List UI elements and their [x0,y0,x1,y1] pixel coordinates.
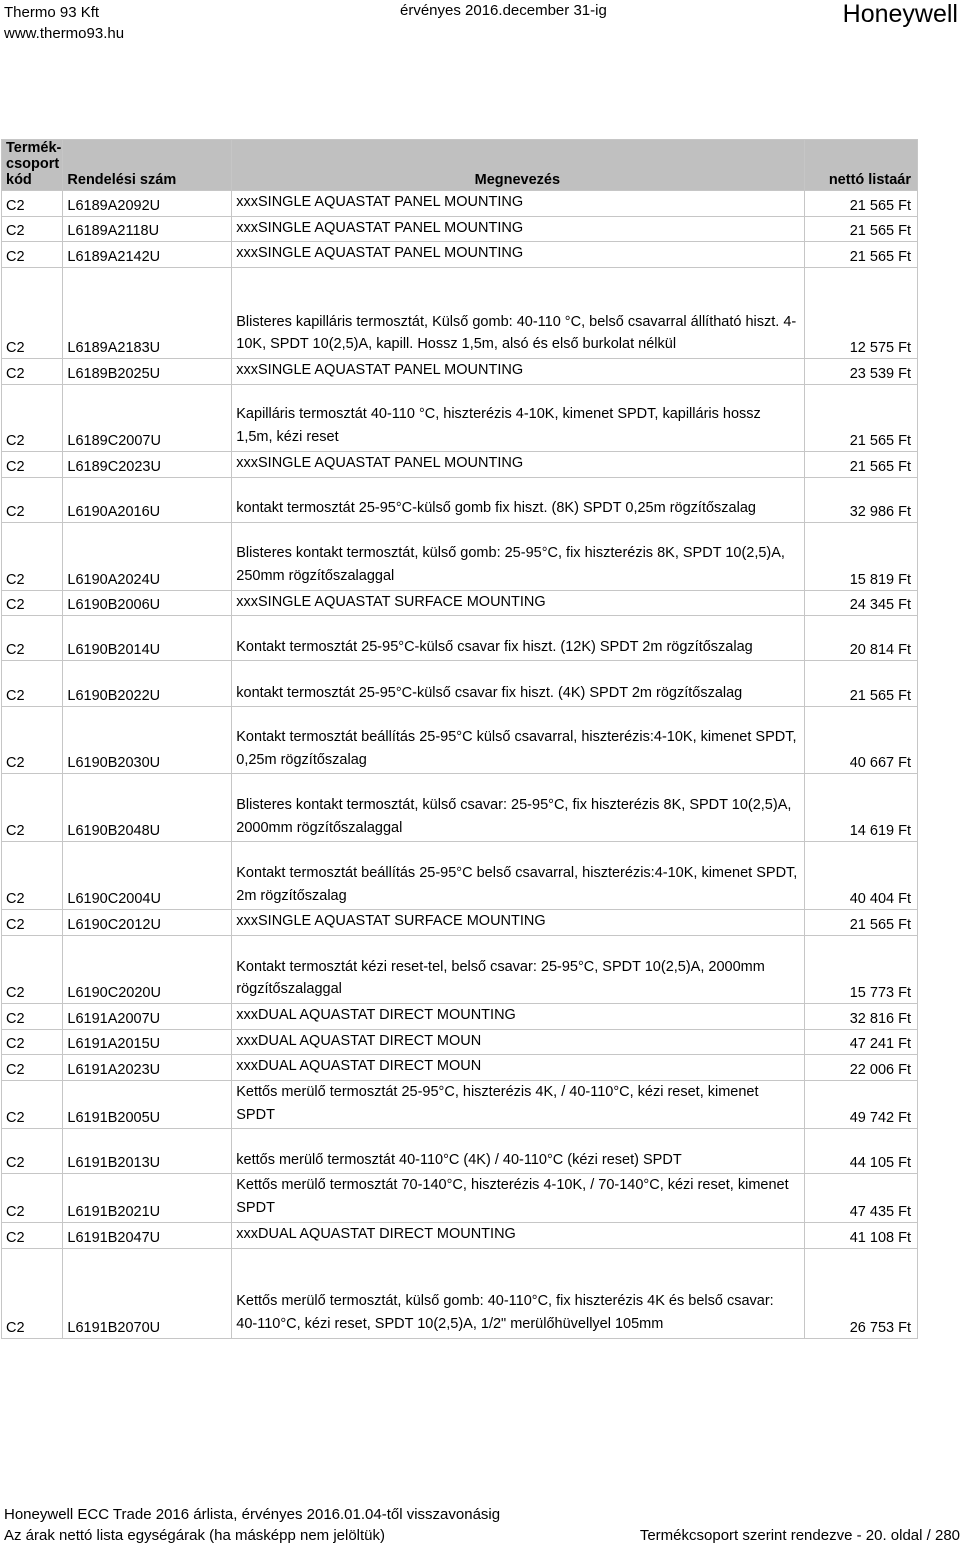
table-row [2,359,918,385]
row-price: 21 565 Ft [805,910,918,936]
row-order-number: L6191B2047U [63,1222,232,1248]
row-price: 22 006 Ft [805,1055,918,1081]
table-row [2,451,918,477]
row-name: xxxDUAL AQUASTAT DIRECT MOUN [232,1055,805,1081]
table-row [2,1055,918,1081]
row-group-code: C2 [2,616,63,661]
row-price: 21 565 Ft [805,216,918,242]
row-price: 14 619 Ft [805,774,918,842]
table-row [2,1029,918,1055]
row-group-code: C2 [2,1003,63,1029]
table-row [2,661,918,707]
row-price: 23 539 Ft [805,359,918,385]
row-name: xxxSINGLE AQUASTAT SURFACE MOUNTING [232,910,805,936]
row-name: Kapilláris termosztát 40-110 °C, hiszterézis 4-10K, kimenet SPDT, kapilláris hossz 1,5m, kézi reset [232,384,805,451]
row-group-code: C2 [2,477,63,522]
row-name: Kontakt termosztát 25-95°C-külső csavar fix hiszt. (12K) SPDT 2m rögzítőszalag [232,616,805,661]
footer-price-note: Az árak nettó lista egységárak (ha másképp nem jelöltük) [4,1527,386,1544]
row-price: 21 565 Ft [805,242,918,268]
row-price: 40 667 Ft [805,707,918,774]
table-row [2,910,918,936]
table-row [2,522,918,590]
row-name: Kontakt termosztát kézi reset-tel, belső csavar: 25-95°C, SPDT 10(2,5)A, 2000mm rögzítőszalaggal [232,935,805,1003]
company-website: www.thermo93.hu [4,25,125,42]
table-row [2,1081,918,1129]
row-name: xxxSINGLE AQUASTAT SURFACE MOUNTING [232,590,805,616]
row-group-code: C2 [2,384,63,451]
row-name: Kontakt termosztát beállítás 25-95°C külső csavarral, hiszterézis:4-10K, kimenet SPDT, 0,25m rögzítőszalag [232,707,805,774]
row-group-code: C2 [2,910,63,936]
table-row [2,268,918,359]
row-name: xxxDUAL AQUASTAT DIRECT MOUNTING [232,1222,805,1248]
footer-page-number: Termékcsoport szerint rendezve - 20. oldal / 280 [639,1527,960,1544]
row-name: kettős merülő termosztát 40-110°C (4K) / 40-110°C (kézi reset) SPDT [232,1129,805,1174]
row-price: 21 565 Ft [805,661,918,707]
table-row [2,1222,918,1248]
table-row [2,590,918,616]
row-price: 15 773 Ft [805,935,918,1003]
row-name: xxxSINGLE AQUASTAT PANEL MOUNTING [232,216,805,242]
row-price: 21 565 Ft [805,191,918,217]
row-name: Kontakt termosztát beállítás 25-95°C belső csavarral, hiszterézis:4-10K, kimenet SPDT, 2m rögzítőszalag [232,842,805,910]
row-name: kontakt termosztát 25-95°C-külső gomb fix hiszt. (8K) SPDT 0,25m rögzítőszalag [232,477,805,522]
company-name: Thermo 93 Kft [4,4,100,21]
row-price: 47 241 Ft [805,1029,918,1055]
row-group-code: C2 [2,191,63,217]
table-row [2,616,918,661]
row-name: xxxSINGLE AQUASTAT PANEL MOUNTING [232,191,805,217]
row-price: 47 435 Ft [805,1174,918,1222]
row-name: kontakt termosztát 25-95°C-külső csavar fix hiszt. (4K) SPDT 2m rögzítőszalag [232,661,805,707]
row-group-code: C2 [2,451,63,477]
row-name: xxxDUAL AQUASTAT DIRECT MOUNTING [232,1003,805,1029]
row-group-code: C2 [2,242,63,268]
table-row [2,1129,918,1174]
row-price: 26 753 Ft [805,1248,918,1338]
row-group-code: C2 [2,1174,63,1222]
row-order-number: L6189A2183U [63,268,232,359]
table-row [2,1003,918,1029]
row-order-number: L6190A2016U [63,477,232,522]
row-group-code: C2 [2,1248,63,1338]
row-order-number: L6189C2023U [63,451,232,477]
row-group-code: C2 [2,842,63,910]
row-order-number: L6190B2022U [63,661,232,707]
row-price: 32 816 Ft [805,1003,918,1029]
validity-note: érvényes 2016.december 31-ig [400,2,607,19]
table-row [2,935,918,1003]
row-order-number: L6190B2048U [63,774,232,842]
row-group-code: C2 [2,1129,63,1174]
row-price: 44 105 Ft [805,1129,918,1174]
table-header-row [2,140,918,191]
table-row [2,842,918,910]
row-price: 32 986 Ft [805,477,918,522]
row-group-code: C2 [2,935,63,1003]
header-price: nettó listaár [805,140,918,191]
row-price: 41 108 Ft [805,1222,918,1248]
row-price: 12 575 Ft [805,268,918,359]
row-order-number: L6190A2024U [63,522,232,590]
table-row [2,1174,918,1222]
row-name: xxxSINGLE AQUASTAT PANEL MOUNTING [232,242,805,268]
row-name: Blisteres kontakt termosztát, külső csavar: 25-95°C, fix hiszterézis 8K, SPDT 10(2,5)A, 2000mm rögzítőszalaggal [232,774,805,842]
row-order-number: L6190C2004U [63,842,232,910]
row-price: 21 565 Ft [805,451,918,477]
row-group-code: C2 [2,359,63,385]
row-group-code: C2 [2,707,63,774]
row-order-number: L6189A2092U [63,191,232,217]
row-order-number: L6191A2023U [63,1055,232,1081]
row-order-number: L6191A2007U [63,1003,232,1029]
header-order-number: Rendelési szám [63,140,232,191]
row-order-number: L6191B2070U [63,1248,232,1338]
row-order-number: L6190C2020U [63,935,232,1003]
table-row [2,191,918,217]
row-group-code: C2 [2,522,63,590]
row-price: 24 345 Ft [805,590,918,616]
row-name: Kettős merülő termosztát 25-95°C, hiszterézis 4K, / 40-110°C, kézi reset, kimenet SPDT [232,1081,805,1129]
row-price: 20 814 Ft [805,616,918,661]
row-order-number: L6190B2014U [63,616,232,661]
company-info [4,2,124,44]
row-group-code: C2 [2,1055,63,1081]
row-price: 40 404 Ft [805,842,918,910]
row-order-number: L6190C2012U [63,910,232,936]
header-group-code: Termék- csoport kód [2,140,63,191]
row-name: Kettős merülő termosztát, külső gomb: 40-110°C, fix hiszterézis 4K és belső csavar: 40-110°C, kézi reset, SPDT 10(2,5)A, 1/2" merülőhüvellyel 105mm [232,1248,805,1338]
row-group-code: C2 [2,1081,63,1129]
row-name: xxxSINGLE AQUASTAT PANEL MOUNTING [232,451,805,477]
row-group-code: C2 [2,1029,63,1055]
table-row [2,384,918,451]
row-order-number: L6191B2021U [63,1174,232,1222]
row-group-code: C2 [2,268,63,359]
table-row [2,707,918,774]
row-order-number: L6191A2015U [63,1029,232,1055]
table-row [2,242,918,268]
table-row [2,477,918,522]
row-price: 49 742 Ft [805,1081,918,1129]
row-group-code: C2 [2,216,63,242]
row-order-number: L6189A2118U [63,216,232,242]
table-row [2,774,918,842]
row-order-number: L6189B2025U [63,359,232,385]
row-name: xxxDUAL AQUASTAT DIRECT MOUN [232,1029,805,1055]
row-name: Blisteres kapilláris termosztát, Külső gomb: 40-110 °C, belső csavarral állítható hiszt. 4-10K, SPDT 10(2,5)A, kapill. Hossz 1,5m, alsó és első burkolat nélkül [232,268,805,359]
price-table [1,139,918,1339]
footer-validity: Honeywell ECC Trade 2016 árlista, érvényes 2016.01.04-től visszavonásig [4,1506,501,1523]
row-group-code: C2 [2,661,63,707]
table-row [2,1248,918,1338]
table-row [2,216,918,242]
row-order-number: L6190B2006U [63,590,232,616]
row-group-code: C2 [2,590,63,616]
brand-name: Honeywell [842,0,958,28]
row-order-number: L6189A2142U [63,242,232,268]
row-name: xxxSINGLE AQUASTAT PANEL MOUNTING [232,359,805,385]
row-name: Kettős merülő termosztát 70-140°C, hiszterézis 4-10K, / 70-140°C, kézi reset, kimenet SPDT [232,1174,805,1222]
row-group-code: C2 [2,1222,63,1248]
header-name: Megnevezés [232,140,805,191]
row-group-code: C2 [2,774,63,842]
row-order-number: L6190B2030U [63,707,232,774]
row-price: 15 819 Ft [805,522,918,590]
row-name: Blisteres kontakt termosztát, külső gomb: 25-95°C, fix hiszterézis 8K, SPDT 10(2,5)A, 250mm rögzítőszalaggal [232,522,805,590]
row-order-number: L6189C2007U [63,384,232,451]
row-order-number: L6191B2013U [63,1129,232,1174]
row-price: 21 565 Ft [805,384,918,451]
row-order-number: L6191B2005U [63,1081,232,1129]
